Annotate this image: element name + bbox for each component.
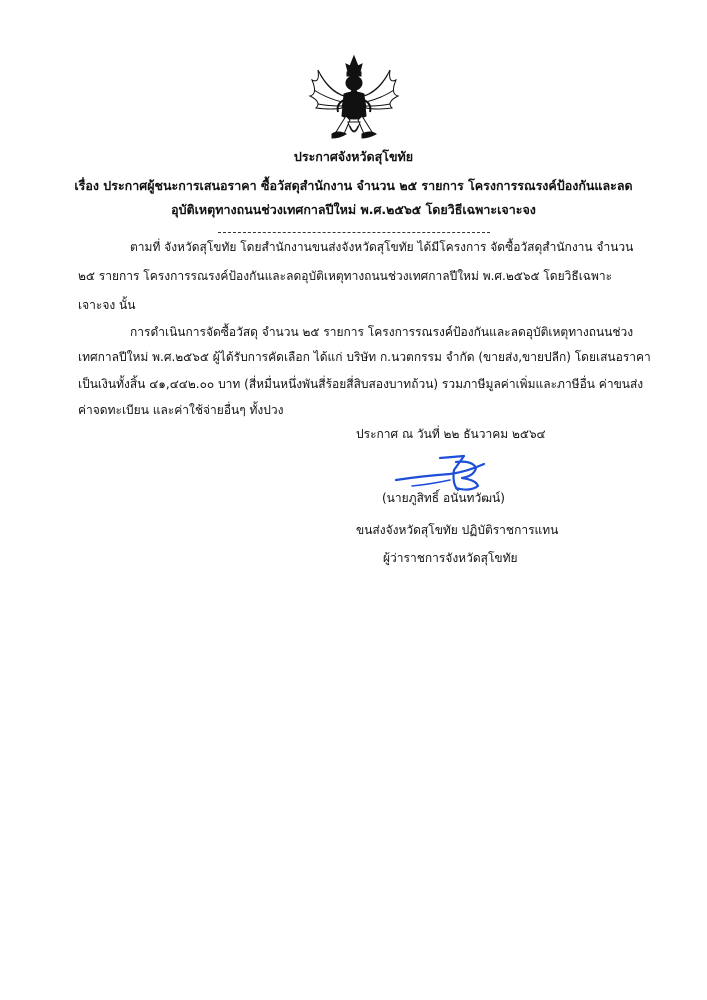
- garuda-emblem-icon: [306, 50, 402, 146]
- announcement-date: ประกาศ ณ วันที่ ๒๒ ธันวาคม ๒๕๖๔: [356, 427, 546, 441]
- paragraph-1-line-1: ตามที่ จังหวัดสุโขทัย โดยสำนักงานขนส่งจังหวัดสุโขทัย ได้มีโครงการ จัดซื้อวัสดุสำนักงาน จำนวน: [130, 240, 634, 254]
- signatory-name: (นายภูสิทธิ์ อนันทวัฒน์): [382, 491, 505, 505]
- signatory-position-2: ผู้ว่าราชการจังหวัดสุโขทัย: [383, 551, 518, 565]
- subject-line-1: เรื่อง ประกาศผู้ชนะการเสนอราคา ซื้อวัสดุสำนักงาน จำนวน ๒๕ รายการ โครงการรณรงค์ป้องกันและลด: [74, 178, 633, 193]
- paragraph-2-line-1: การดำเนินการจัดซื้อวัสดุ จำนวน ๒๕ รายการ โครงการรณรงค์ป้องกันและลดอุบัติเหตุทางถนนช่วง: [130, 325, 634, 339]
- paragraph-1-line-2: ๒๕ รายการ โครงการรณรงค์ป้องกันและลดอุบัติเหตุทางถนนช่วงเทศกาลปีใหม่ พ.ศ.๒๕๖๕ โดยวิธีเฉพาะ: [78, 269, 613, 283]
- paragraph-2-line-2: เทศกาลปีใหม่ พ.ศ.๒๕๖๕ ผู้ได้รับการคัดเลือก ได้แก่ บริษัท ก.นวตกรรม จำกัด (ขายส่ง,ขายปลีก) โดยเสนอราคา: [78, 350, 651, 364]
- paragraph-2-line-3: เป็นเงินทั้งสิ้น ๔๑,๔๔๒.๐๐ บาท (สี่หมื่นหนึ่งพันสี่ร้อยสี่สิบสองบาทถ้วน) รวมภาษีมูลค่าเพิ่มและภาษีอื่น ค่าขนส่ง: [78, 377, 644, 391]
- agency-title: ประกาศจังหวัดสุโขทัย: [293, 149, 414, 164]
- paragraph-2-line-4: ค่าจดทะเบียน และค่าใช้จ่ายอื่นๆ ทั้งปวง: [78, 403, 284, 417]
- signatory-position-1: ขนส่งจังหวัดสุโขทัย ปฏิบัติราชการแทน: [356, 523, 559, 537]
- subject-line-2: อุบัติเหตุทางถนนช่วงเทศกาลปีใหม่ พ.ศ.๒๕๖๕ โดยวิธีเฉพาะเจาะจง: [171, 202, 536, 217]
- paragraph-1-line-3: เจาะจง นั้น: [78, 298, 136, 312]
- separator-line: [218, 232, 490, 233]
